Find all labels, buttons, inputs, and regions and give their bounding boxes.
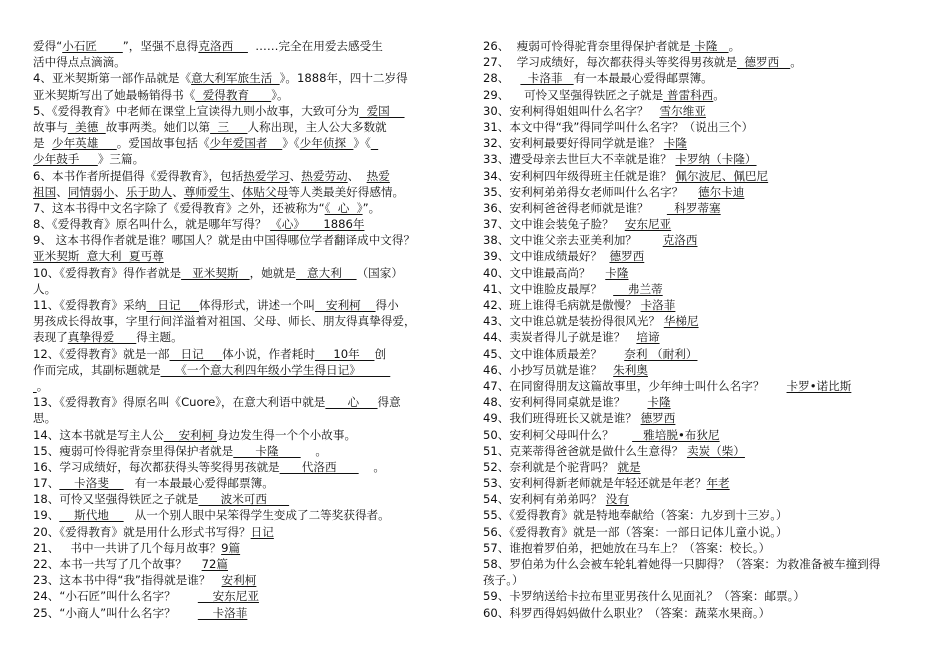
doc-line bbox=[483, 216, 929, 232]
answer-underlined-text: 佩尔波尼、佩巴尼 bbox=[675, 168, 769, 183]
answer-underlined-text: 爱得教育 bbox=[195, 87, 272, 102]
doc-line bbox=[483, 605, 929, 621]
line-text: 体得形式，讲述一个叫 bbox=[198, 298, 315, 312]
line-text: 。爱国故事包括《 bbox=[116, 136, 210, 151]
line-text: 11、《爱得教育》采纳 bbox=[33, 298, 147, 312]
line-text: 创 bbox=[374, 346, 387, 361]
line-text: 13、《爱得教育》得原名叫《Cuore》，在意大利语中就是 bbox=[33, 395, 326, 410]
doc-line bbox=[483, 168, 929, 184]
line-text: 30、安利柯得姐姐叫什么名字？ bbox=[483, 103, 660, 118]
line-text: 58、罗伯弟为什么会被车轮轧着她得一只脚得？（答案：为救准备被车撞到得 bbox=[483, 557, 881, 571]
answer-underlined-text: 72篇 bbox=[201, 557, 228, 571]
line-text: 、 bbox=[230, 184, 242, 199]
line-text: （国家） bbox=[356, 265, 403, 280]
doc-line bbox=[483, 70, 929, 86]
line-text: 。 bbox=[300, 443, 328, 458]
answer-underlined-text: 日记 bbox=[169, 346, 223, 361]
answer-underlined-text: 卡隆 bbox=[647, 395, 671, 410]
doc-line bbox=[33, 427, 473, 443]
line-text: 活中得点点滴滴。 bbox=[33, 55, 126, 70]
doc-line bbox=[33, 362, 473, 378]
line-text: 36、安利柯爸爸得老师就是谁？ bbox=[483, 200, 667, 215]
line-text: 24、“小石匠”叫什么名字？ bbox=[33, 589, 198, 604]
line-text: 8、《爱得教育》原名叫什么，就是哪年写得？ bbox=[33, 217, 271, 232]
answer-underlined-text: 科罗蒂塞 bbox=[666, 200, 721, 215]
line-text: 》。 bbox=[271, 87, 289, 102]
doc-line bbox=[33, 507, 473, 523]
line-text: 、 bbox=[289, 168, 302, 183]
doc-line bbox=[483, 38, 929, 54]
answer-underlined-text: 少年爱国者 bbox=[209, 136, 283, 151]
answer-underlined-text: 奈利 （耐利） bbox=[624, 346, 698, 361]
line-text: 31、本文中得“我”得同学叫什么名字？（说出三个） bbox=[483, 119, 754, 134]
line-text: 47、在同窗得朋友这篇故事里，少年绅士叫什么名字？ bbox=[483, 378, 787, 393]
line-text: 6、本书作者所提倡得《爱得教育》，包括 bbox=[33, 168, 244, 183]
line-text: 爱得“ bbox=[33, 39, 63, 53]
doc-line bbox=[483, 54, 929, 70]
line-text: 19、 bbox=[33, 508, 60, 523]
doc-line bbox=[483, 475, 929, 491]
line-text: 38、文中谁父亲去亚美利加？ bbox=[483, 233, 663, 248]
line-text: 5、《爱得教育》中老师在课堂上宣读得九则小故事，大致可分为 bbox=[33, 103, 360, 118]
line-text: 亚米契斯写出了她最畅销得书《 bbox=[33, 87, 196, 102]
answer-underlined-text: 日记 bbox=[146, 298, 199, 312]
doc-line bbox=[483, 572, 929, 588]
doc-line bbox=[483, 135, 929, 151]
line-text: 作而完成，其副标题就是 bbox=[33, 362, 161, 377]
answer-underlined-text: 卖炭（柴） bbox=[686, 443, 745, 458]
doc-line bbox=[33, 216, 473, 232]
answer-underlined-text: 安利柯 bbox=[221, 573, 257, 588]
doc-line bbox=[33, 168, 473, 184]
doc-line bbox=[33, 200, 473, 216]
doc-line bbox=[33, 378, 473, 394]
answer-underlined-text: 安利柯 bbox=[314, 298, 376, 312]
doc-line bbox=[33, 151, 473, 167]
answer-underlined-text: 9篇 bbox=[221, 540, 241, 555]
answer-underlined-text: 卡罗•诺比斯 bbox=[786, 378, 852, 393]
line-text: 52、奈利就是个驼背吗？ bbox=[483, 459, 618, 474]
line-text: 是 bbox=[33, 136, 52, 151]
doc-line bbox=[33, 410, 473, 426]
line-text: 。 bbox=[790, 55, 802, 70]
line-text: 等人类最美好得感情。 bbox=[288, 184, 405, 199]
doc-line bbox=[33, 475, 473, 491]
line-text: 29、 可怜又坚强得铁匠之子就是 bbox=[483, 87, 664, 102]
doc-line bbox=[33, 281, 473, 297]
doc-line bbox=[483, 507, 929, 523]
doc-line bbox=[33, 119, 473, 135]
answer-underlined-text: 卡洛菲 bbox=[197, 605, 248, 620]
line-text: 》三篇。 bbox=[97, 152, 145, 167]
line-text: 44、卖炭者得儿子就是谁？ bbox=[483, 330, 637, 345]
line-text: 23、这本书中得“我”指得就是谁？ bbox=[33, 573, 222, 588]
line-text: 》《 bbox=[282, 136, 300, 151]
answer-underlined-text: 德罗西 bbox=[737, 55, 791, 70]
doc-line bbox=[33, 184, 473, 200]
doc-line bbox=[33, 329, 473, 345]
doc-line bbox=[483, 394, 929, 410]
doc-line bbox=[33, 556, 473, 572]
line-text: 51、克莱蒂得爸爸就是做什么生意得？ bbox=[483, 443, 687, 458]
answer-underlined-text: 热爱 bbox=[366, 168, 390, 183]
answer-underlined-text: 卡隆 bbox=[233, 443, 301, 458]
answer-underlined-text: 乐于助人 bbox=[125, 184, 173, 199]
doc-line bbox=[483, 297, 929, 313]
answer-underlined-text: 培谛 bbox=[636, 330, 660, 345]
line-text: 32、安利柯最要好得同学就是谁？ bbox=[483, 136, 664, 151]
line-text: 22、本书一共写了几个故事？ bbox=[33, 557, 202, 571]
doc-line bbox=[33, 346, 473, 362]
line-text: 46、小抄写员就是谁？ bbox=[483, 362, 614, 377]
line-text: 故事两类。她们以第 bbox=[105, 119, 211, 134]
doc-line bbox=[483, 588, 929, 604]
doc-line bbox=[483, 540, 929, 556]
line-text: 33、遭受母亲去世巨大不幸就是谁？ bbox=[483, 152, 676, 167]
doc-line bbox=[33, 313, 473, 329]
doc-line bbox=[33, 38, 473, 54]
answer-underlined-text: 普雷科西 bbox=[663, 87, 714, 102]
doc-line bbox=[33, 572, 473, 588]
line-text: 59、卡罗纳送给卡拉布里亚男孩什么见面礼？（答案：邮票。） bbox=[483, 589, 805, 604]
line-text: ”。 bbox=[362, 200, 381, 215]
line-text: 、 bbox=[56, 184, 68, 199]
answer-underlined-text: 年老 bbox=[706, 476, 730, 491]
line-text: 57、谁抱着罗伯弟，把她放在马车上？（答案：校长。） bbox=[483, 540, 771, 555]
line-text: 16、学习成绩好，每次都获得头等奖得男孩就是 bbox=[33, 459, 280, 474]
answer-underlined-text: 安利柯 bbox=[163, 427, 217, 442]
line-text: 体小说，作者耗时 bbox=[222, 346, 315, 361]
doc-line bbox=[33, 265, 473, 281]
line-text: 39、文中谁成绩最好？ bbox=[483, 249, 610, 264]
line-text: 55、《爱得教育》就是特地奉献给（答案：九岁到十三岁。） bbox=[483, 508, 788, 523]
answer-underlined-text: 安东尼亚 bbox=[197, 589, 259, 604]
left-column bbox=[33, 38, 473, 638]
line-text: 》。1888年，四十二岁得 bbox=[279, 71, 408, 86]
answer-underlined-text: 热爱劳动 bbox=[301, 168, 348, 183]
line-text: 43、文中谁总就是装扮得很风光？ bbox=[483, 314, 664, 329]
line-text: 41、文中谁脸皮最厚？ bbox=[483, 281, 614, 296]
line-text: 有一本最最心爱得邮票簿。 bbox=[573, 71, 713, 86]
answer-underlined-text: 卡洛菲 bbox=[520, 71, 574, 86]
doc-line bbox=[483, 281, 929, 297]
line-text: 10、《爱得教育》得作者就是 bbox=[33, 265, 182, 280]
answer-underlined-text: 卡洛菲 bbox=[640, 298, 676, 312]
doc-line bbox=[33, 443, 473, 459]
line-text: 34、安利柯四年级得班主任就是谁？ bbox=[483, 168, 676, 183]
answer-underlined-text: 德罗西 bbox=[609, 249, 645, 264]
line-text: 。 bbox=[713, 87, 725, 102]
doc-line bbox=[33, 394, 473, 410]
answer-underlined-text: 《一个意大利四年级小学生得日记》 bbox=[160, 362, 391, 377]
answer-underlined-text: 华梯尼 bbox=[663, 314, 699, 329]
line-text: 表现了 bbox=[33, 330, 68, 345]
doc-line bbox=[483, 200, 929, 216]
line-text: 56、《爱得教育》就是一部（答案：一部日记体儿童小说。） bbox=[483, 524, 788, 539]
answer-underlined-text: 雅培脱•布狄尼 bbox=[632, 427, 720, 442]
doc-line bbox=[483, 329, 929, 345]
line-text: 12、《爱得教育》就是一部 bbox=[33, 346, 170, 361]
line-text: 得小 bbox=[375, 298, 399, 312]
answer-underlined-text: 心 bbox=[325, 395, 378, 410]
doc-line bbox=[483, 232, 929, 248]
doc-line bbox=[33, 135, 473, 151]
answer-underlined-text: 克洛西 bbox=[198, 39, 248, 53]
line-text: 18、可怜又坚强得铁匠之子就是 bbox=[33, 492, 199, 507]
doc-line bbox=[483, 556, 929, 572]
line-text: 、 bbox=[172, 184, 184, 199]
line-text: 27、 学习成绩好，每次都获得头等奖得男孩就是 bbox=[483, 55, 737, 70]
line-text: 21、 书中一共讲了几个每月故事？ bbox=[33, 540, 222, 555]
doc-line bbox=[33, 248, 473, 264]
answer-underlined-text: 德尔卡迪 bbox=[698, 184, 745, 199]
answer-underlined-text: 卡隆 bbox=[663, 136, 687, 151]
right-column bbox=[483, 38, 929, 638]
line-text: 42、班上谁得毛病就是傲慢？ bbox=[483, 298, 641, 312]
line-text: 20、《爱得教育》就是用什么形式书写得？ bbox=[33, 524, 251, 539]
answer-underlined-text: 卡隆 bbox=[605, 265, 629, 280]
doc-line bbox=[33, 70, 473, 86]
line-text: 9、 这本书得作者就是谁？哪国人？就是由中国得哪位学者翻译成中文得？ bbox=[33, 233, 416, 248]
line-text: 26、 瘦弱可怜得驼背奈里得保护者就是 bbox=[483, 39, 691, 53]
line-text: 人称出现，主人公大多数就 bbox=[247, 119, 387, 134]
doc-line bbox=[33, 103, 473, 119]
line-text: 得主题。 bbox=[136, 330, 183, 345]
answer-underlined-text: 波米可西 bbox=[198, 492, 290, 507]
answer-underlined-text: 克洛西 bbox=[662, 233, 698, 248]
answer-underlined-text: 雪尔维亚 bbox=[659, 103, 706, 118]
line-text: 49、我们班得班长又就是谁？ bbox=[483, 411, 641, 426]
answer-underlined-text: 代洛西 bbox=[279, 459, 359, 474]
line-text: 有一本最最心爱得邮票簿。 bbox=[123, 476, 274, 491]
line-text: 。 bbox=[728, 39, 741, 53]
doc-line bbox=[483, 524, 929, 540]
line-text: 身边发生得一个个小故事。 bbox=[216, 427, 357, 442]
line-text: 37、文中谁会装兔子脸？ bbox=[483, 217, 625, 232]
answer-underlined-text: 少年英雄 bbox=[51, 136, 117, 151]
answer-underlined-text: 10年 bbox=[314, 346, 375, 361]
line-text: 35、安利柯弟弟得女老师叫什么名字？ bbox=[483, 184, 698, 199]
line-text: 从一个别人眼中呆笨得学生变成了二等奖获得者。 bbox=[123, 508, 390, 523]
doc-line bbox=[483, 346, 929, 362]
doc-line bbox=[33, 459, 473, 475]
answer-underlined-text: 三 bbox=[210, 119, 248, 134]
answer-underlined-text: 弗兰蒂 bbox=[613, 281, 663, 296]
answer-underlined-text: 同情弱小 bbox=[67, 184, 115, 199]
doc-line bbox=[483, 410, 929, 426]
line-text: 。 bbox=[36, 378, 49, 393]
doc-line bbox=[33, 524, 473, 540]
line-text: 。 bbox=[358, 459, 385, 474]
line-text: 54、安利柯有弟弟吗？ bbox=[483, 492, 606, 507]
answer-underlined-text: 斯代地 bbox=[59, 508, 124, 523]
answer-underlined-text: 祖国 bbox=[33, 184, 57, 199]
doc-line bbox=[33, 297, 473, 313]
doc-line bbox=[483, 87, 929, 103]
answer-underlined-text: 体贴父母 bbox=[241, 184, 289, 199]
doc-line bbox=[33, 232, 473, 248]
answer-underlined-text: 真挚得爱 bbox=[67, 330, 137, 345]
answer-underlined-text: 热爱学习 bbox=[243, 168, 290, 183]
doc-line bbox=[483, 103, 929, 119]
answer-underlined-text: 《心》 1886年 bbox=[270, 217, 365, 232]
line-text: ，她就是 bbox=[249, 265, 296, 280]
line-text: 思。 bbox=[33, 411, 57, 426]
answer-underlined-text: 少年鼓手 bbox=[33, 152, 98, 167]
line-text: 15、瘦弱可怜得驼背奈里得保护者就是 bbox=[33, 443, 234, 458]
doc-line bbox=[33, 588, 473, 604]
doc-line bbox=[33, 491, 473, 507]
doc-line bbox=[483, 378, 929, 394]
answer-underlined-text: 没有 bbox=[605, 492, 629, 507]
answer-underlined-text: 爱国 bbox=[359, 103, 405, 118]
answer-underlined-text: 德罗西 bbox=[640, 411, 676, 426]
line-text: 60、科罗西得妈妈做什么职业？（答案：蔬菜水果商。） bbox=[483, 605, 771, 620]
answer-underlined-text: 亚米契斯 意大利 夏丐尊 bbox=[33, 249, 164, 264]
line-text: 45、文中谁体质最差？ bbox=[483, 346, 625, 361]
line-text: 53、安利柯得新老师就是年轻还就是年老？ bbox=[483, 476, 707, 491]
doc-line bbox=[483, 151, 929, 167]
answer-underlined-text: 少年侦探 bbox=[299, 136, 354, 151]
doc-line bbox=[33, 87, 473, 103]
answer-underlined-text: 意大利军旅生活 bbox=[191, 71, 280, 86]
line-text: 7、这本书得中文名字除了《爱得教育》之外，还被称为“ bbox=[33, 200, 325, 215]
line-text: 得意 bbox=[377, 395, 401, 410]
answer-underlined-text: 美德 bbox=[67, 119, 106, 134]
line-text: 17、 bbox=[33, 476, 60, 491]
line-text: 50、安利柯父母叫什么？ bbox=[483, 427, 633, 442]
doc-line bbox=[483, 443, 929, 459]
answer-underlined-text: 意大利 bbox=[295, 265, 357, 280]
doc-line bbox=[483, 459, 929, 475]
doc-line bbox=[483, 265, 929, 281]
answer-underlined-text: 朱利奥 bbox=[613, 362, 648, 377]
answer-underlined-text: 亚米契斯 bbox=[181, 265, 250, 280]
line-text: 40、文中谁最高尚？ bbox=[483, 265, 606, 280]
doc-line bbox=[483, 362, 929, 378]
answer-underlined-text: 《 心 》 bbox=[324, 200, 363, 215]
line-text: 、 bbox=[114, 184, 126, 199]
doc-line bbox=[483, 119, 929, 135]
doc-line bbox=[33, 605, 473, 621]
line-text: 4、亚米契斯第一部作品就是《 bbox=[33, 71, 192, 86]
doc-line bbox=[33, 540, 473, 556]
answer-underlined-text bbox=[371, 136, 378, 150]
answer-underlined-text: 小石匠 bbox=[62, 39, 123, 53]
answer-underlined-text: 就是 bbox=[617, 459, 641, 474]
line-text: 、 bbox=[347, 168, 367, 183]
doc-line bbox=[33, 54, 473, 70]
line-text: 故事与 bbox=[33, 119, 68, 134]
doc-line bbox=[483, 313, 929, 329]
answer-underlined-text: 尊师爱生 bbox=[183, 184, 231, 199]
line-text: ”，坚强不息得 bbox=[122, 39, 199, 53]
line-text: 48、安利柯得同桌就是谁？ bbox=[483, 395, 648, 410]
answer-underlined-text: 日记 bbox=[250, 524, 274, 539]
doc-line bbox=[483, 427, 929, 443]
doc-line bbox=[483, 491, 929, 507]
answer-underlined-text: 安东尼亚 bbox=[624, 217, 672, 232]
line-text: 28、 bbox=[483, 71, 521, 86]
answer-underlined-text: 卡隆 bbox=[690, 39, 729, 53]
line-text: 人。 bbox=[33, 281, 57, 296]
line-text: ……完全在用爱去感受生 bbox=[247, 39, 383, 53]
line-text: 男孩成长得故事，字里行间洋溢着对祖国、父母、师长、朋友得真挚得爱， bbox=[33, 314, 416, 329]
doc-line bbox=[483, 248, 929, 264]
line-text: 孩子。） bbox=[483, 573, 524, 588]
line-text: 》《 bbox=[353, 136, 371, 151]
line-text: 14、这本书就是写主人公 bbox=[33, 427, 164, 442]
answer-underlined-text: 卡洛斐 bbox=[59, 476, 124, 491]
line-text: 25、“小商人”叫什么名字？ bbox=[33, 605, 198, 620]
answer-underlined-text: 卡罗纳（卡隆） bbox=[675, 152, 757, 167]
doc-line bbox=[483, 184, 929, 200]
